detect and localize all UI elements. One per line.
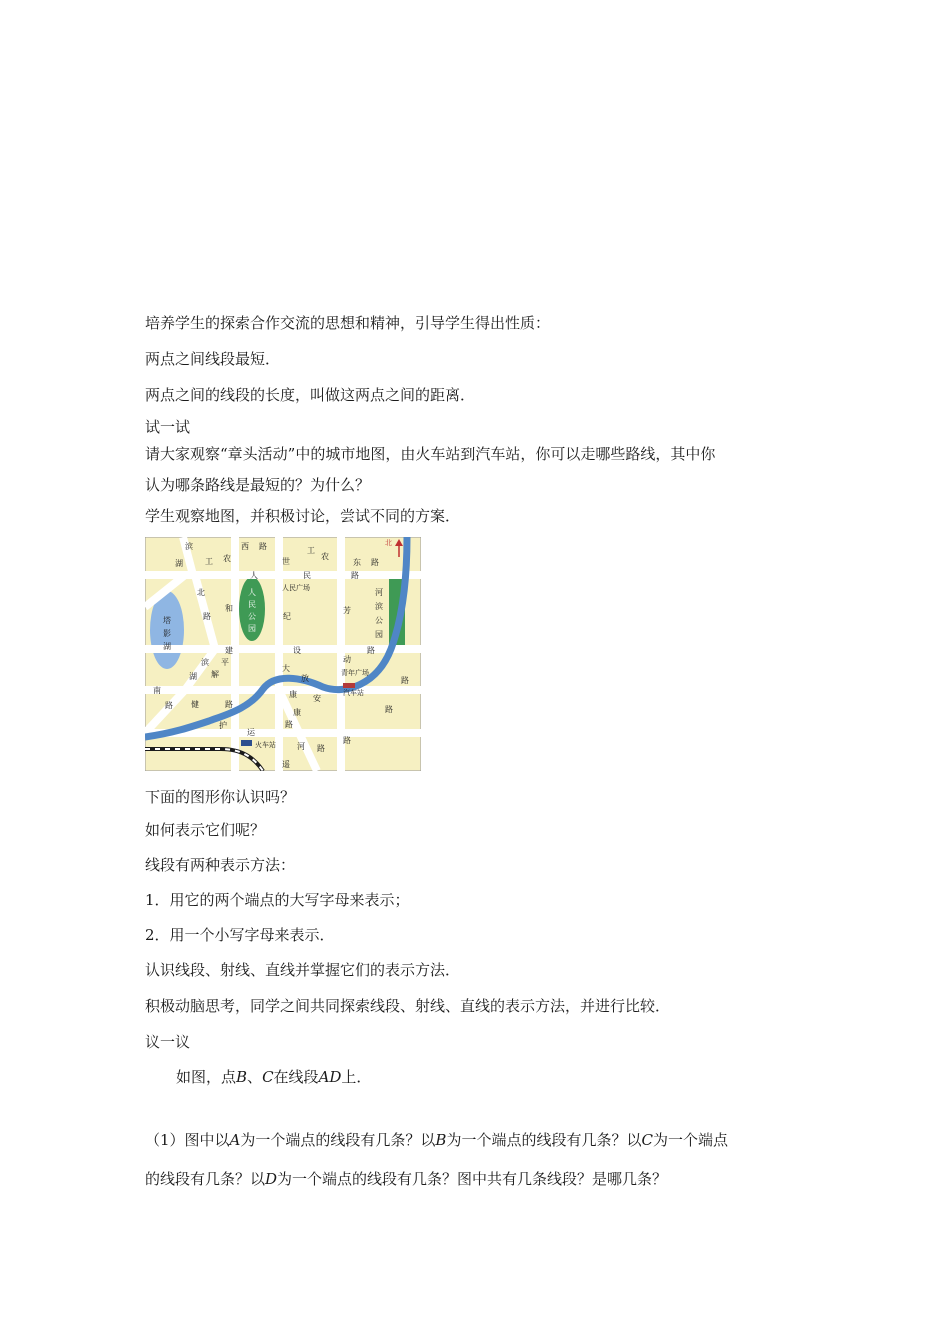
paragraph-5a: 请大家观察“章头活动”中的城市地图，由火车站到汽车站，你可以走哪些路线，其中你: [145, 445, 716, 463]
road-char: 西: [241, 542, 249, 551]
bus-station-label: 汽车站: [343, 689, 364, 697]
road-char: 工: [205, 557, 213, 566]
park-name-char: 公: [248, 612, 256, 621]
road-char: 路: [401, 676, 409, 685]
park-name-char: 民: [248, 600, 256, 609]
lake-name-char: 塔: [163, 616, 171, 625]
paragraph-15: 如图，点B、C在线段AD上．: [176, 1068, 372, 1086]
road-char: 动: [343, 655, 351, 664]
road-char: 设: [293, 646, 301, 655]
road-char: 湖: [189, 672, 197, 681]
road-char: 平: [221, 658, 229, 667]
road-char: 安: [313, 694, 321, 703]
road-char: 路: [203, 612, 211, 621]
road-char: 人: [250, 571, 258, 580]
road-char: 芳: [343, 606, 351, 615]
paragraph-1: 培养学生的探索合作交流的思想和精神，引导学生得出性质：: [145, 314, 551, 332]
question-1-line-2: 的线段有几条？以D为一个端点的线段有几条？图中共有几条线段？是哪几条？: [145, 1170, 668, 1188]
paragraph-5b: 认为哪条路线是最短的？为什么？: [145, 476, 371, 494]
road-char: 放: [301, 674, 309, 683]
lake-name-char: 湖: [163, 642, 171, 651]
park-name-char: 河: [375, 588, 383, 597]
paragraph-8: 如何表示它们呢？: [145, 821, 266, 839]
road-char: 路: [385, 705, 393, 714]
road-char: 河: [297, 742, 305, 751]
train-station-marker: [241, 740, 252, 746]
road-char: 大: [282, 664, 290, 673]
heading-try: 试一试: [145, 418, 191, 436]
road-char: 解: [211, 670, 219, 679]
road-char: 和: [225, 604, 233, 613]
park-name-char: 园: [375, 630, 383, 639]
road-char: 路: [371, 558, 379, 567]
road-char: 路: [367, 646, 375, 655]
paragraph-7: 下面的图形你认识吗？: [145, 788, 296, 806]
road-char: 建: [225, 646, 233, 655]
road-char: 湖: [175, 559, 183, 568]
road-char: 遥: [282, 760, 290, 769]
road-char: 路: [225, 700, 233, 709]
train-station-label: 火车站: [255, 741, 276, 749]
road-char: 运: [247, 728, 255, 737]
road-char: 北: [197, 588, 205, 597]
road-char: 滨: [201, 658, 209, 667]
road-char: 民: [303, 571, 311, 580]
paragraph-2: 两点之间线段最短．: [145, 350, 281, 368]
lake-name-char: 影: [163, 629, 171, 638]
road-char: 护: [219, 721, 227, 730]
bus-station-marker: [343, 683, 355, 688]
road-char: 工: [307, 546, 315, 555]
list-item-1: 1．用它的两个端点的大写字母来表示；: [145, 891, 410, 909]
park-name-char: 公: [375, 616, 383, 625]
park-name-char: 园: [248, 624, 256, 633]
road-char: 路: [317, 744, 325, 753]
road-char: 康: [289, 690, 297, 699]
road-char: 路: [165, 701, 173, 710]
park-name-char: 人: [248, 588, 256, 597]
road-char: 农: [223, 554, 231, 563]
paragraph-9: 线段有两种表示方法：: [145, 856, 296, 874]
people-square-label: 人民广场: [282, 584, 310, 592]
paragraph-13: 积极动脑思考，同学之间共同探索线段、射线、直线的表示方法，并进行比较．: [145, 997, 671, 1015]
road-char: 路: [285, 720, 293, 729]
road-char: 南: [153, 686, 161, 695]
park-name-char: 滨: [375, 602, 383, 611]
list-item-2: 2．用一个小写字母来表示．: [145, 926, 335, 944]
paragraph-6: 学生观察地图，并积极讨论，尝试不同的方案．: [145, 507, 461, 525]
road-char: 纪: [283, 612, 291, 621]
road-char: 康: [293, 708, 301, 717]
youth-square-label: 青年广场: [341, 669, 369, 677]
road-char: 健: [191, 700, 199, 709]
road-char: 路: [351, 571, 359, 580]
road-char: 东: [353, 558, 361, 567]
paragraph-12: 认识线段、射线、直线并掌握它们的表示方法．: [145, 961, 461, 979]
north-label: 北: [385, 539, 392, 547]
city-map: [145, 537, 421, 771]
paragraph-3: 两点之间的线段的长度，叫做这两点之间的距离．: [145, 386, 476, 404]
heading-discuss: 议一议: [145, 1033, 191, 1051]
road-char: 世: [282, 557, 290, 566]
road-char: 农: [321, 552, 329, 561]
road-char: 路: [259, 542, 267, 551]
question-1-line-1: （1）图中以A为一个端点的线段有几条？以B为一个端点的线段有几条？以C为一个端点: [145, 1131, 728, 1149]
road-char: 路: [343, 736, 351, 745]
road-char: 滨: [185, 542, 193, 551]
